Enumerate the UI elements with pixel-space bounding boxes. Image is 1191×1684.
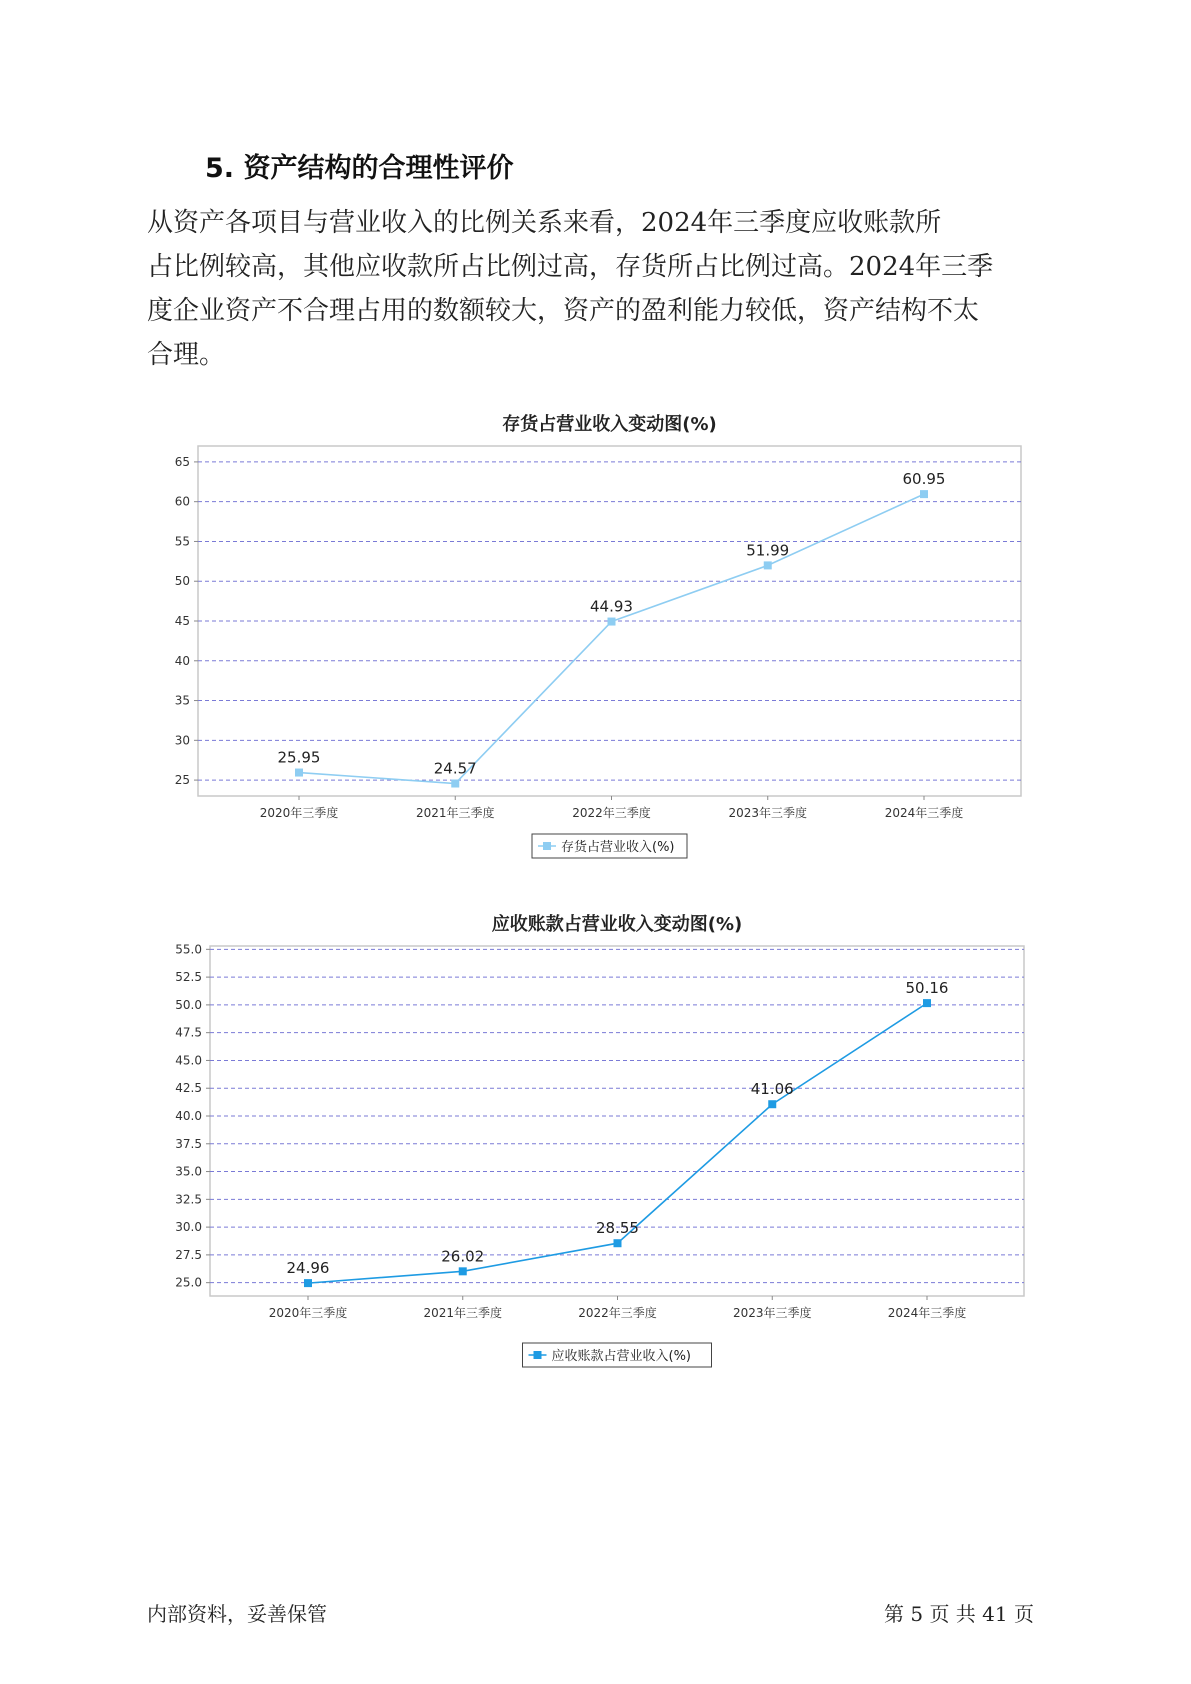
x-tick-label: 2023年三季度 [728,806,808,820]
footer-confidential-note: 内部资料，妥善保管 [147,1602,327,1626]
data-point [768,1100,776,1108]
data-label: 51.99 [746,541,790,560]
y-tick-label: 25.0 [175,1275,202,1290]
data-label: 26.02 [441,1247,485,1266]
y-tick-label: 42.5 [175,1081,202,1096]
data-label: 25.95 [277,748,321,767]
data-point [923,999,931,1007]
data-label: 24.57 [433,759,477,778]
paragraph-line: 合理。 [147,340,226,370]
y-tick-label: 40.0 [175,1109,202,1123]
y-tick-label: 37.5 [175,1136,202,1151]
y-tick-label: 30 [174,733,190,748]
y-tick-label: 60 [174,494,190,509]
x-tick-label: 2021年三季度 [415,806,495,820]
x-tick-label: 2024年三季度 [884,806,964,820]
paragraph-line: 从资产各项目与营业收入的比例关系来看，2024年三季度应收账款所 [147,208,942,238]
data-point [459,1267,467,1275]
legend-label: 存货占营业收入(%) [561,840,675,855]
y-tick-label: 55.0 [175,942,202,957]
data-label: 41.06 [750,1080,794,1099]
y-tick-label: 52.5 [175,970,202,985]
y-tick-label: 50 [174,574,190,589]
section-heading: 5. 资产结构的合理性评价 [205,153,514,184]
y-tick-label: 45.0 [175,1053,202,1068]
y-tick-label: 47.5 [175,1025,202,1040]
x-tick-label: 2020年三季度 [259,806,339,820]
x-tick-label: 2022年三季度 [572,806,651,820]
y-tick-label: 30.0 [175,1220,202,1235]
chart-title: 应收账款占营业收入变动图(%) [491,914,743,935]
y-tick-label: 35.0 [175,1164,202,1179]
chart-title: 存货占营业收入变动图(%) [502,414,717,435]
y-tick-label: 40 [174,653,190,668]
data-label: 28.55 [596,1219,639,1238]
data-label: 44.93 [590,597,633,616]
paragraph-line: 占比例较高，其他应收款所占比例过高，存货所占比例过高。2024年三季 [147,252,994,282]
y-tick-label: 35 [174,693,190,708]
paragraph-line: 度企业资产不合理占用的数额较大，资产的盈利能力较低，资产结构不太 [147,296,980,326]
footer-page-number: 第 5 页 共 41 页 [884,1602,1034,1626]
y-tick-label: 25 [174,773,190,788]
data-label: 60.95 [902,470,946,489]
y-tick-label: 65 [174,454,190,469]
data-point [614,1239,622,1247]
x-tick-label: 2023年三季度 [732,1306,812,1320]
data-point [304,1279,312,1287]
data-label: 50.16 [905,979,949,998]
y-tick-label: 45 [174,614,190,628]
legend-marker [534,1351,542,1359]
x-tick-label: 2022年三季度 [578,1306,657,1320]
x-tick-label: 2024年三季度 [887,1306,967,1320]
y-tick-label: 32.5 [175,1192,202,1207]
y-tick-label: 50.0 [175,997,202,1012]
y-tick-label: 27.5 [175,1247,202,1262]
legend-label: 应收账款占营业收入(%) [551,1349,691,1364]
x-tick-label: 2021年三季度 [423,1306,503,1320]
data-label: 24.96 [286,1259,330,1278]
y-tick-label: 55 [174,534,190,549]
x-tick-label: 2020年三季度 [268,1306,348,1320]
